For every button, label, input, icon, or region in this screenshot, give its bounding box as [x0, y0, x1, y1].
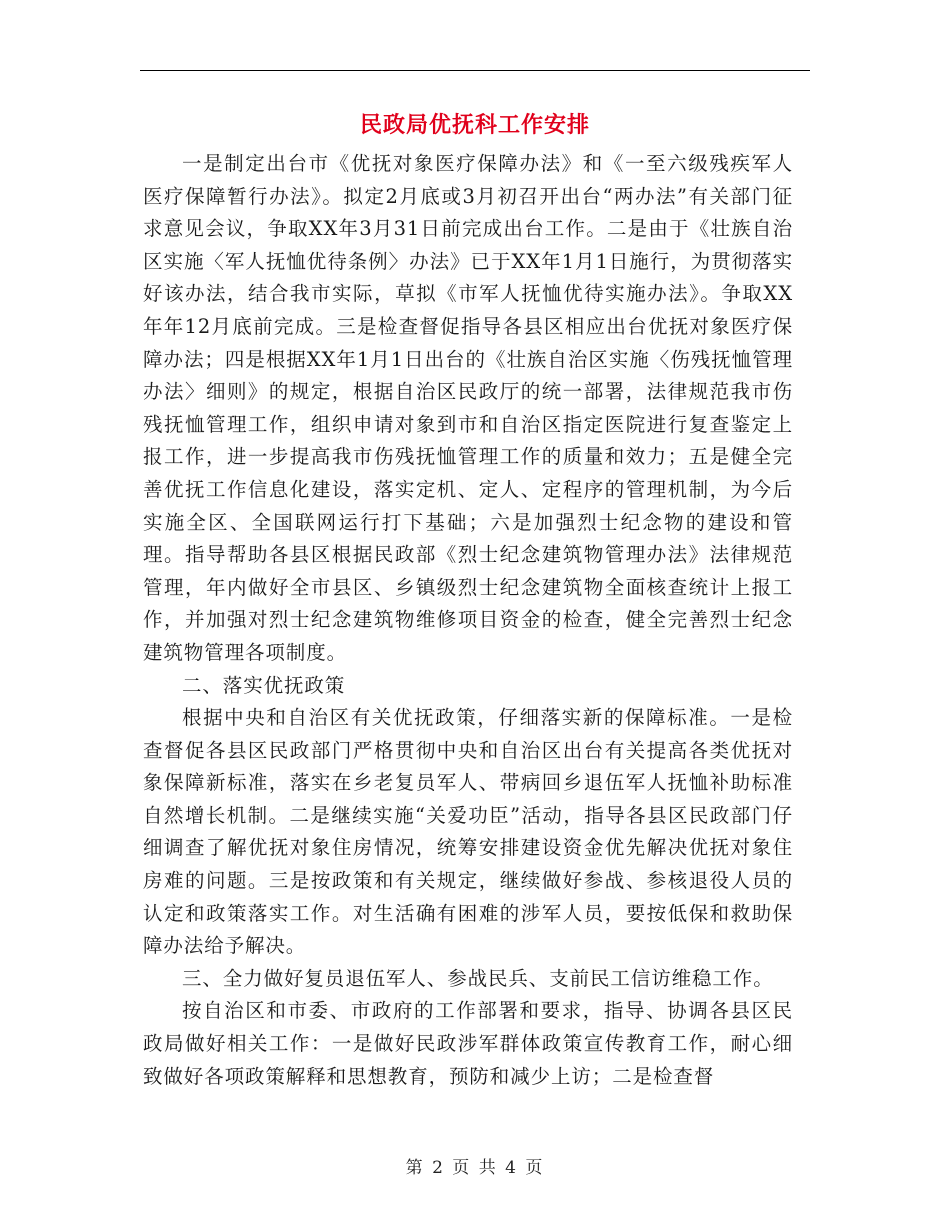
- document-body: [143, 148, 793, 1093]
- paragraph-3: 按自治区和市委、市政府的工作部署和要求，指导、协调各县区民政局做好相关工作：一是做好民政涉军群体政策宣传教育工作，耐心细致做好各项政策解释和思想教育，预防和减少上访；二是检查督: [143, 999, 793, 1088]
- section-heading-3: 三、全力做好复员退伍军人、参战民兵、支前民工信访维稳工作。: [182, 966, 774, 990]
- paragraph-1: 一是制定出台市《优抚对象医疗保障办法》和《一至六级残疾军人医疗保障暂行办法》。拟定2月底或3月初召开出台“两办法”有关部门征求意见会议，争取XX年3月31日前完成出台工作。二是由于《壮族自治区实施〈军人抚恤优待条例〉办法》已于XX年1月1日施行，为贯彻落实好该办法，结合我市实际，草拟《市军人抚恤优待实施办法》。争取XX年年12月底前完成。三是检查督促指导各县区相应出台优抚对象医疗保障办法；四是根据XX年1月1日出台的《壮族自治区实施〈伤残抚恤管理办法〉细则》的规定，根据自治区民政厅的统一部署，法律规范我市伤残抚恤管理工作，组织申请对象到市和自治区指定医院进行复查鉴定上报工作，进一步提高我市伤残抚恤管理工作的质量和效力；五是健全完善优抚工作信息化建设，落实定机、定人、定程序的管理机制，为今后实施全区、全国联网运行打下基础；六是加强烈士纪念物的建设和管理。指导帮助各县区根据民政部《烈士纪念建筑物管理办法》法律规范管理，年内做好全市县区、乡镇级烈士纪念建筑物全面核查统计上报工作，并加强对烈士纪念建筑物维修项目资金的检查，健全完善烈士纪念建筑物管理各项制度。: [143, 152, 793, 664]
- paragraph-2: 根据中央和自治区有关优抚政策，仔细落实新的保障标准。一是检查督促各县区民政部门严格贯彻中央和自治区出台有关提高各类优抚对象保障新标准，落实在乡老复员军人、带病回乡退伍军人抚恤补助标准自然增长机制。二是继续实施“关爱功臣”活动，指导各县区民政部门仔细调查了解优抚对象住房情况，统筹安排建设资金优先解决优抚对象住房难的问题。三是按政策和有关规定，继续做好参战、参核退役人员的认定和政策落实工作。对生活确有困难的涉军人员，要按低保和救助保障办法给予解决。: [143, 706, 793, 958]
- document-title: 民政局优抚科工作安排: [359, 112, 590, 138]
- page-number: 第 2 页 共 4 页: [405, 1158, 545, 1178]
- header-rule: [140, 70, 810, 71]
- section-heading-2: 二、落实优抚政策: [182, 673, 346, 697]
